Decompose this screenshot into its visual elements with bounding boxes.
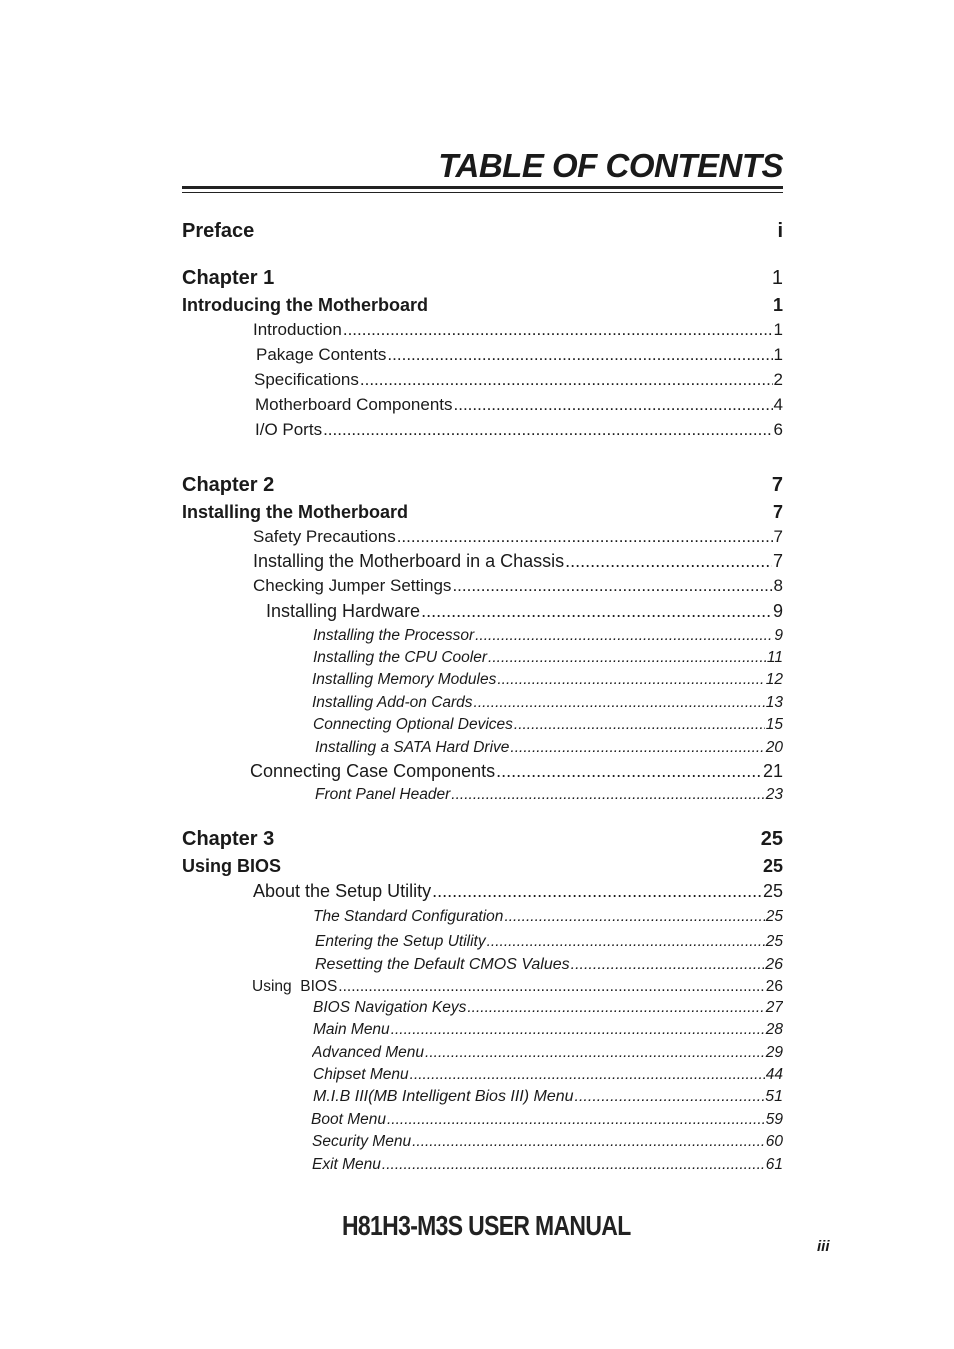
page-title: TABLE OF CONTENTS — [438, 147, 783, 184]
toc-chapter-3[interactable] — [182, 828, 783, 851]
toc-entry[interactable] — [266, 601, 783, 622]
chapter-page: 25 — [760, 828, 783, 850]
dot-leader — [565, 551, 772, 572]
toc-entry-page: 9 — [774, 627, 783, 644]
toc-subentry[interactable] — [313, 1066, 783, 1084]
toc-subentry[interactable] — [313, 999, 783, 1017]
chapter-title: Installing the Motherboard — [182, 502, 409, 522]
dot-leader — [504, 908, 764, 926]
toc-entry-page: 59 — [765, 1111, 783, 1128]
toc-entry-page: 61 — [765, 1156, 783, 1173]
toc-entry-page: 26 — [765, 978, 783, 995]
dot-leader — [382, 1156, 765, 1174]
toc-entry-text: Front Panel Header — [315, 786, 451, 803]
toc-entry-text: I/O Ports — [255, 420, 323, 439]
toc-entry-page: 51 — [765, 1088, 783, 1105]
toc-entry-text: Advanced Menu — [312, 1044, 425, 1061]
toc-entry-page: 1 — [773, 320, 783, 339]
toc-entry-page: 9 — [772, 601, 783, 621]
dot-leader — [474, 694, 765, 712]
toc-entry-text: Exit Menu — [312, 1156, 381, 1173]
toc-entry-page: 25 — [762, 881, 783, 901]
toc-chapter-3-title[interactable] — [182, 856, 783, 877]
toc-entry-page: 21 — [762, 761, 783, 781]
preface-page: i — [777, 220, 783, 242]
toc-entry[interactable] — [252, 978, 783, 996]
chapter-title: Using BIOS — [182, 856, 282, 876]
toc-entry-text: Using BIOS — [252, 978, 338, 995]
chapter-title-page: 1 — [772, 295, 783, 315]
toc-entry-text: Entering the Setup Utility — [315, 933, 486, 950]
dot-leader — [412, 1133, 765, 1151]
toc-subentry[interactable] — [312, 1133, 783, 1151]
page-number: iii — [817, 1238, 830, 1255]
dot-leader — [467, 999, 764, 1017]
title-rule-thin — [182, 192, 783, 193]
toc-entry-page: 2 — [773, 370, 783, 389]
toc-chapter-2[interactable] — [182, 474, 783, 497]
dot-leader — [387, 1111, 765, 1129]
dot-leader — [452, 576, 772, 596]
toc-entry[interactable] — [254, 370, 783, 390]
toc-entry[interactable] — [253, 527, 783, 547]
chapter-page: 1 — [771, 267, 783, 289]
dot-leader — [510, 739, 764, 757]
toc-entry[interactable] — [253, 320, 783, 340]
toc-entry-text: Installing the CPU Cooler — [313, 649, 488, 666]
dot-leader — [571, 956, 765, 974]
dot-leader — [343, 320, 773, 340]
dot-leader — [391, 1021, 765, 1039]
toc-subentry[interactable] — [315, 956, 783, 974]
manual-title: H81H3-M3S USER MANUAL — [342, 1210, 631, 1241]
toc-entry-page: 25 — [765, 908, 783, 925]
toc-entry-text: Boot Menu — [311, 1111, 386, 1128]
toc-entry-page: 12 — [765, 671, 783, 688]
dot-leader — [475, 627, 773, 645]
dot-leader — [487, 933, 765, 951]
toc-entry-text: M.I.B III(MB Intelligent Bios III) Menu — [313, 1088, 574, 1105]
toc-entry[interactable] — [253, 576, 783, 596]
toc-entry[interactable] — [250, 761, 783, 782]
toc-entry[interactable] — [253, 881, 783, 902]
toc-entry-text: Motherboard Components — [255, 395, 453, 414]
toc-subentry[interactable] — [313, 627, 783, 645]
toc-entry-text: Introduction — [253, 320, 342, 339]
toc-entry-text: Specifications — [254, 370, 359, 389]
toc-entry-text: Safety Precautions — [253, 527, 396, 546]
toc-entry-text: Resetting the Default CMOS Values — [315, 956, 570, 973]
dot-leader — [488, 649, 766, 667]
toc-entry-page: 44 — [765, 1066, 783, 1083]
chapter-page: 7 — [771, 474, 783, 496]
dot-leader — [323, 420, 772, 440]
dot-leader — [432, 881, 762, 902]
toc-entry-page: 8 — [773, 576, 783, 595]
toc-entry-text: BIOS Navigation Keys — [313, 999, 467, 1016]
toc-subentry[interactable] — [312, 671, 783, 689]
dot-leader — [360, 370, 773, 390]
title-rule-thick — [182, 186, 783, 189]
toc-subentry[interactable] — [313, 1021, 783, 1039]
toc-entry-page: 7 — [773, 527, 783, 546]
toc-subentry[interactable] — [312, 1156, 783, 1174]
toc-subentry[interactable] — [313, 1088, 783, 1106]
toc-entry-text: Installing the Motherboard in a Chassis — [253, 551, 565, 571]
toc-entry[interactable] — [253, 551, 783, 572]
toc-subentry[interactable] — [315, 933, 783, 951]
toc-entry-text: Main Menu — [313, 1021, 390, 1038]
toc-entry-page: 29 — [765, 1044, 783, 1061]
toc-entry-text: Connecting Case Components — [250, 761, 496, 781]
toc-entry-page: 6 — [773, 420, 783, 439]
toc-entry-page: 7 — [772, 551, 783, 571]
dot-leader — [454, 395, 773, 415]
dot-leader — [451, 786, 764, 804]
toc-entry-text: Checking Jumper Settings — [253, 576, 452, 595]
toc-subentry[interactable] — [312, 694, 783, 712]
toc-entry-text: Installing Add-on Cards — [312, 694, 473, 711]
toc-entry-text: About the Setup Utility — [253, 881, 432, 901]
dot-leader — [497, 671, 764, 689]
toc-entry-text: Connecting Optional Devices — [313, 716, 513, 733]
toc-entry-text: Installing Memory Modules — [312, 671, 497, 688]
preface-label: Preface — [182, 220, 255, 242]
dot-leader — [387, 345, 772, 365]
toc-chapter-2-title[interactable] — [182, 502, 783, 523]
toc-entry-page: 25 — [765, 933, 783, 950]
toc-entry-text: The Standard Configuration — [313, 908, 504, 925]
dot-leader — [514, 716, 765, 734]
toc-preface[interactable] — [182, 220, 783, 243]
toc-entry-text: Pakage Contents — [256, 345, 387, 364]
toc-chapter-1[interactable] — [182, 267, 783, 290]
chapter-label: Chapter 3 — [182, 828, 275, 850]
toc-entry-page: 4 — [773, 395, 783, 414]
dot-leader — [496, 761, 762, 782]
toc-subentry[interactable] — [311, 1111, 783, 1129]
toc-entry-page: 1 — [773, 345, 783, 364]
toc-entry-page: 26 — [765, 956, 783, 973]
chapter-title-page: 25 — [762, 856, 783, 876]
chapter-label: Chapter 1 — [182, 267, 275, 289]
toc-entry-text: Security Menu — [312, 1133, 412, 1150]
toc-entry-page: 23 — [765, 786, 783, 803]
toc-entry-page: 27 — [765, 999, 783, 1016]
toc-entry-page: 11 — [766, 649, 783, 666]
toc-entry[interactable] — [255, 420, 783, 440]
toc-entry[interactable] — [255, 395, 783, 415]
chapter-title: Introducing the Motherboard — [182, 295, 428, 315]
toc-entry-text: Installing Hardware — [266, 601, 421, 621]
dot-leader — [575, 1088, 765, 1106]
toc-subentry[interactable] — [312, 1044, 783, 1062]
toc-subentry[interactable] — [313, 908, 783, 926]
toc-subentry[interactable] — [313, 649, 783, 667]
toc-entry-page: 60 — [765, 1133, 783, 1150]
chapter-label: Chapter 2 — [182, 474, 275, 496]
toc-chapter-1-title[interactable] — [182, 295, 783, 316]
chapter-title-page: 7 — [772, 502, 783, 522]
toc-entry[interactable] — [256, 345, 783, 365]
toc-entry-text: Chipset Menu — [313, 1066, 409, 1083]
toc-subentry[interactable] — [315, 786, 783, 804]
toc-entry-text: Installing the Processor — [313, 627, 475, 644]
toc-entry-page: 15 — [765, 716, 783, 733]
toc-entry-page: 13 — [765, 694, 783, 711]
toc-subentry[interactable] — [313, 716, 783, 734]
dot-leader — [425, 1044, 765, 1062]
dot-leader — [410, 1066, 765, 1084]
toc-subentry[interactable] — [315, 739, 783, 757]
dot-leader — [421, 601, 772, 622]
toc-entry-text: Installing a SATA Hard Drive — [315, 739, 510, 756]
toc-entry-page: 28 — [765, 1021, 783, 1038]
dot-leader — [397, 527, 773, 547]
dot-leader — [338, 978, 764, 996]
toc-entry-page: 20 — [765, 739, 783, 756]
